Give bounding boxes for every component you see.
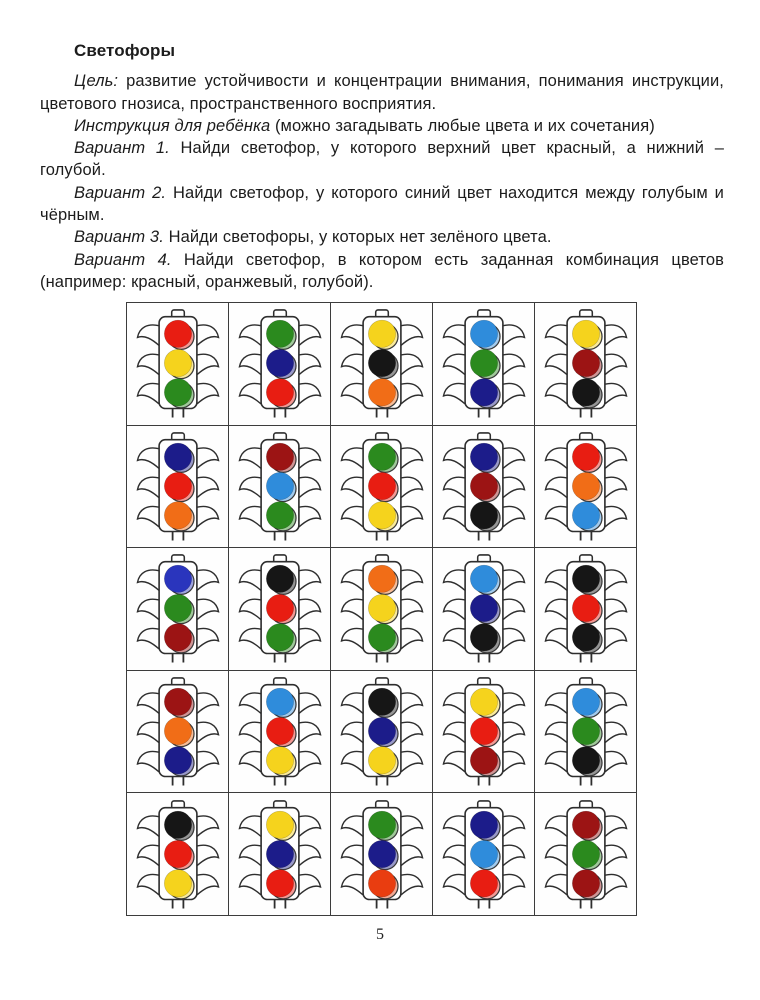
right-wing bbox=[502, 874, 524, 895]
left-wing bbox=[137, 570, 159, 591]
light-circle-bottom bbox=[368, 379, 395, 406]
page-title: Светофоры bbox=[74, 41, 176, 60]
right-wing bbox=[196, 354, 218, 375]
left-wing bbox=[341, 570, 363, 591]
left-wing bbox=[341, 874, 363, 895]
variant-2-label: Вариант 2. bbox=[74, 183, 167, 202]
right-wing bbox=[298, 354, 320, 375]
right-wing bbox=[400, 506, 422, 527]
left-wing bbox=[137, 384, 159, 405]
light-circle-bottom bbox=[368, 502, 395, 529]
left-wing bbox=[443, 629, 465, 650]
left-wing bbox=[341, 816, 363, 837]
left-wing bbox=[443, 752, 465, 773]
light-circle-top bbox=[368, 320, 395, 347]
right-wing bbox=[298, 752, 320, 773]
left-wing bbox=[239, 693, 261, 714]
left-wing bbox=[341, 325, 363, 346]
left-wing bbox=[239, 845, 261, 866]
right-wing bbox=[298, 448, 320, 469]
light-circle-middle bbox=[164, 595, 191, 622]
left-wing bbox=[443, 722, 465, 743]
right-wing bbox=[298, 325, 320, 346]
light-circle-top bbox=[266, 443, 293, 470]
left-wing bbox=[443, 600, 465, 621]
left-wing bbox=[443, 816, 465, 837]
variant-2-text: Найди светофор, у которого синий цвет находится между голубым и чёрным. bbox=[40, 183, 724, 225]
right-wing bbox=[604, 354, 626, 375]
left-wing bbox=[545, 816, 567, 837]
right-wing bbox=[502, 600, 524, 621]
right-wing bbox=[196, 384, 218, 405]
light-circle-middle bbox=[266, 350, 293, 377]
left-wing bbox=[545, 752, 567, 773]
light-circle-top bbox=[470, 320, 497, 347]
traffic-light bbox=[439, 675, 529, 788]
right-wing bbox=[604, 816, 626, 837]
left-wing bbox=[341, 693, 363, 714]
right-wing bbox=[196, 816, 218, 837]
left-wing bbox=[545, 325, 567, 346]
light-circle-top bbox=[164, 811, 191, 838]
light-circle-top bbox=[368, 443, 395, 470]
light-circle-top bbox=[368, 811, 395, 838]
right-wing bbox=[400, 354, 422, 375]
traffic-light bbox=[541, 798, 631, 911]
left-wing bbox=[443, 874, 465, 895]
light-circle-middle bbox=[368, 717, 395, 744]
traffic-light bbox=[541, 675, 631, 788]
variant-2-paragraph bbox=[40, 182, 724, 227]
traffic-light-cell bbox=[127, 303, 229, 426]
light-circle-middle bbox=[266, 595, 293, 622]
light-circle-middle bbox=[470, 350, 497, 377]
left-wing bbox=[137, 354, 159, 375]
traffic-light bbox=[133, 798, 223, 911]
right-wing bbox=[298, 845, 320, 866]
left-wing bbox=[545, 600, 567, 621]
left-wing bbox=[137, 506, 159, 527]
traffic-light-cell bbox=[331, 426, 433, 549]
traffic-light bbox=[541, 552, 631, 665]
right-wing bbox=[298, 816, 320, 837]
right-wing bbox=[400, 325, 422, 346]
variant-3-label: Вариант 3. bbox=[74, 228, 164, 247]
light-circle-top bbox=[164, 443, 191, 470]
traffic-light bbox=[133, 675, 223, 788]
right-wing bbox=[400, 816, 422, 837]
left-wing bbox=[239, 354, 261, 375]
light-circle-middle bbox=[470, 595, 497, 622]
light-circle-top bbox=[572, 566, 599, 593]
traffic-light-cell bbox=[433, 671, 535, 794]
right-wing bbox=[400, 752, 422, 773]
left-wing bbox=[137, 448, 159, 469]
light-circle-top bbox=[266, 811, 293, 838]
goal-paragraph bbox=[40, 70, 724, 115]
traffic-light bbox=[439, 430, 529, 543]
left-wing bbox=[443, 448, 465, 469]
light-circle-bottom bbox=[164, 502, 191, 529]
right-wing bbox=[196, 477, 218, 498]
light-circle-top bbox=[572, 320, 599, 347]
light-circle-bottom bbox=[164, 379, 191, 406]
right-wing bbox=[502, 477, 524, 498]
light-circle-bottom bbox=[572, 747, 599, 774]
right-wing bbox=[298, 722, 320, 743]
right-wing bbox=[604, 384, 626, 405]
light-circle-middle bbox=[164, 717, 191, 744]
traffic-light bbox=[235, 430, 325, 543]
left-wing bbox=[341, 629, 363, 650]
light-circle-middle bbox=[368, 472, 395, 499]
left-wing bbox=[545, 448, 567, 469]
left-wing bbox=[545, 722, 567, 743]
light-circle-middle bbox=[470, 717, 497, 744]
left-wing bbox=[443, 506, 465, 527]
right-wing bbox=[298, 600, 320, 621]
light-circle-bottom bbox=[572, 502, 599, 529]
right-wing bbox=[604, 600, 626, 621]
traffic-light bbox=[337, 430, 427, 543]
left-wing bbox=[545, 354, 567, 375]
right-wing bbox=[502, 570, 524, 591]
light-circle-top bbox=[266, 320, 293, 347]
light-circle-middle bbox=[164, 472, 191, 499]
traffic-light bbox=[439, 307, 529, 420]
right-wing bbox=[298, 629, 320, 650]
right-wing bbox=[604, 570, 626, 591]
right-wing bbox=[298, 384, 320, 405]
variant-1-paragraph bbox=[40, 137, 724, 182]
right-wing bbox=[502, 845, 524, 866]
left-wing bbox=[137, 722, 159, 743]
page-number: 5 bbox=[376, 926, 384, 943]
right-wing bbox=[400, 629, 422, 650]
right-wing bbox=[604, 477, 626, 498]
traffic-light-cell bbox=[331, 671, 433, 794]
variant-4-text: Найди светофор, в котором есть заданная комбинация цветов (например: красный, оранжевый, голубой). bbox=[40, 250, 725, 291]
left-wing bbox=[341, 354, 363, 375]
traffic-light-cell bbox=[433, 548, 535, 671]
right-wing bbox=[400, 722, 422, 743]
traffic-light bbox=[541, 430, 631, 543]
light-circle-middle bbox=[368, 350, 395, 377]
right-wing bbox=[196, 752, 218, 773]
light-circle-top bbox=[470, 688, 497, 715]
light-circle-top bbox=[164, 688, 191, 715]
right-wing bbox=[502, 325, 524, 346]
traffic-light bbox=[133, 552, 223, 665]
right-wing bbox=[298, 506, 320, 527]
light-circle-bottom bbox=[572, 379, 599, 406]
traffic-light bbox=[235, 307, 325, 420]
right-wing bbox=[400, 477, 422, 498]
right-wing bbox=[502, 752, 524, 773]
left-wing bbox=[545, 874, 567, 895]
right-wing bbox=[196, 570, 218, 591]
light-circle-bottom bbox=[266, 379, 293, 406]
right-wing bbox=[502, 354, 524, 375]
right-wing bbox=[604, 506, 626, 527]
traffic-light-cell bbox=[535, 671, 637, 794]
right-wing bbox=[196, 506, 218, 527]
left-wing bbox=[239, 629, 261, 650]
light-circle-middle bbox=[470, 472, 497, 499]
left-wing bbox=[443, 845, 465, 866]
light-circle-middle bbox=[266, 840, 293, 867]
light-circle-bottom bbox=[368, 747, 395, 774]
light-circle-bottom bbox=[368, 624, 395, 651]
traffic-light-cell bbox=[331, 303, 433, 426]
instruction-label: Инструкция для ребёнка bbox=[74, 116, 271, 135]
light-circle-middle bbox=[266, 472, 293, 499]
variant-3-paragraph bbox=[40, 226, 724, 248]
light-circle-bottom bbox=[572, 869, 599, 896]
right-wing bbox=[502, 722, 524, 743]
left-wing bbox=[545, 845, 567, 866]
right-wing bbox=[604, 752, 626, 773]
left-wing bbox=[239, 477, 261, 498]
light-circle-top bbox=[572, 811, 599, 838]
left-wing bbox=[239, 384, 261, 405]
traffic-light bbox=[541, 307, 631, 420]
right-wing bbox=[400, 600, 422, 621]
traffic-light-cell bbox=[127, 548, 229, 671]
light-circle-bottom bbox=[470, 869, 497, 896]
light-circle-bottom bbox=[266, 502, 293, 529]
right-wing bbox=[502, 384, 524, 405]
traffic-light-cell bbox=[331, 548, 433, 671]
left-wing bbox=[239, 506, 261, 527]
traffic-light-cell bbox=[229, 426, 331, 549]
right-wing bbox=[298, 570, 320, 591]
traffic-light-cell bbox=[127, 671, 229, 794]
left-wing bbox=[239, 570, 261, 591]
left-wing bbox=[341, 384, 363, 405]
traffic-light-grid bbox=[126, 302, 637, 916]
right-wing bbox=[604, 325, 626, 346]
left-wing bbox=[137, 845, 159, 866]
right-wing bbox=[604, 874, 626, 895]
right-wing bbox=[604, 448, 626, 469]
right-wing bbox=[400, 448, 422, 469]
right-wing bbox=[400, 845, 422, 866]
instructions-block bbox=[40, 40, 724, 293]
light-circle-bottom bbox=[266, 869, 293, 896]
light-circle-top bbox=[266, 566, 293, 593]
traffic-light-cell bbox=[127, 426, 229, 549]
left-wing bbox=[239, 816, 261, 837]
traffic-light-cell bbox=[433, 793, 535, 916]
left-wing bbox=[137, 752, 159, 773]
left-wing bbox=[137, 325, 159, 346]
right-wing bbox=[196, 693, 218, 714]
light-circle-middle bbox=[572, 717, 599, 744]
left-wing bbox=[239, 600, 261, 621]
light-circle-bottom bbox=[470, 624, 497, 651]
left-wing bbox=[137, 816, 159, 837]
traffic-light bbox=[439, 798, 529, 911]
light-circle-middle bbox=[572, 840, 599, 867]
left-wing bbox=[545, 629, 567, 650]
left-wing bbox=[137, 629, 159, 650]
traffic-light bbox=[337, 307, 427, 420]
left-wing bbox=[341, 506, 363, 527]
goal-label: Цель: bbox=[74, 72, 119, 91]
left-wing bbox=[137, 693, 159, 714]
right-wing bbox=[196, 874, 218, 895]
right-wing bbox=[400, 570, 422, 591]
traffic-light bbox=[337, 675, 427, 788]
left-wing bbox=[137, 477, 159, 498]
traffic-light-cell bbox=[331, 793, 433, 916]
light-circle-top bbox=[164, 566, 191, 593]
light-circle-top bbox=[470, 443, 497, 470]
right-wing bbox=[196, 629, 218, 650]
traffic-light bbox=[337, 798, 427, 911]
traffic-light bbox=[235, 552, 325, 665]
goal-text: развитие устойчивости и концентрации внимания, понимания инструкции, цветового гнозиса, пространственного восприятия. bbox=[40, 72, 724, 113]
left-wing bbox=[545, 693, 567, 714]
light-circle-middle bbox=[266, 717, 293, 744]
right-wing bbox=[196, 845, 218, 866]
light-circle-middle bbox=[572, 350, 599, 377]
left-wing bbox=[341, 600, 363, 621]
right-wing bbox=[196, 325, 218, 346]
light-circle-middle bbox=[164, 350, 191, 377]
left-wing bbox=[239, 874, 261, 895]
light-circle-top bbox=[572, 688, 599, 715]
right-wing bbox=[196, 448, 218, 469]
traffic-light-cell bbox=[433, 303, 535, 426]
left-wing bbox=[239, 722, 261, 743]
light-circle-middle bbox=[572, 595, 599, 622]
left-wing bbox=[443, 384, 465, 405]
instruction-text: (можно загадывать любые цвета и их сочетания) bbox=[270, 116, 655, 135]
traffic-light-cell bbox=[229, 671, 331, 794]
traffic-light bbox=[133, 307, 223, 420]
light-circle-top bbox=[470, 811, 497, 838]
left-wing bbox=[137, 874, 159, 895]
light-circle-top bbox=[368, 688, 395, 715]
right-wing bbox=[604, 629, 626, 650]
left-wing bbox=[137, 600, 159, 621]
traffic-light-cell bbox=[433, 426, 535, 549]
right-wing bbox=[604, 693, 626, 714]
traffic-light bbox=[337, 552, 427, 665]
right-wing bbox=[298, 693, 320, 714]
right-wing bbox=[502, 506, 524, 527]
light-circle-top bbox=[266, 688, 293, 715]
light-circle-bottom bbox=[164, 624, 191, 651]
left-wing bbox=[545, 506, 567, 527]
light-circle-top bbox=[164, 320, 191, 347]
light-circle-bottom bbox=[266, 747, 293, 774]
left-wing bbox=[443, 325, 465, 346]
left-wing bbox=[341, 477, 363, 498]
light-circle-bottom bbox=[470, 502, 497, 529]
variant-4-paragraph bbox=[40, 249, 724, 294]
left-wing bbox=[545, 477, 567, 498]
traffic-light bbox=[133, 430, 223, 543]
left-wing bbox=[545, 384, 567, 405]
light-circle-middle bbox=[368, 840, 395, 867]
traffic-light-cell bbox=[229, 793, 331, 916]
traffic-light bbox=[235, 675, 325, 788]
light-circle-bottom bbox=[368, 869, 395, 896]
right-wing bbox=[502, 816, 524, 837]
light-circle-bottom bbox=[164, 869, 191, 896]
right-wing bbox=[298, 874, 320, 895]
traffic-light-cell bbox=[535, 303, 637, 426]
right-wing bbox=[400, 874, 422, 895]
light-circle-top bbox=[572, 443, 599, 470]
instruction-paragraph bbox=[40, 115, 724, 137]
light-circle-middle bbox=[368, 595, 395, 622]
variant-1-text: Найди светофор, у которого верхний цвет красный, а нижний – голубой. bbox=[40, 139, 724, 180]
light-circle-middle bbox=[164, 840, 191, 867]
right-wing bbox=[298, 477, 320, 498]
right-wing bbox=[604, 722, 626, 743]
traffic-light-cell bbox=[535, 426, 637, 549]
light-circle-bottom bbox=[572, 624, 599, 651]
traffic-light-cell bbox=[229, 303, 331, 426]
left-wing bbox=[239, 325, 261, 346]
right-wing bbox=[502, 448, 524, 469]
light-circle-bottom bbox=[470, 747, 497, 774]
variant-4-label: Вариант 4. bbox=[74, 250, 172, 269]
right-wing bbox=[604, 845, 626, 866]
variant-3-text: Найди светофоры, у которых нет зелёного цвета. bbox=[163, 228, 552, 247]
right-wing bbox=[400, 693, 422, 714]
right-wing bbox=[502, 693, 524, 714]
light-circle-top bbox=[368, 566, 395, 593]
traffic-light-cell bbox=[229, 548, 331, 671]
left-wing bbox=[443, 693, 465, 714]
right-wing bbox=[196, 722, 218, 743]
left-wing bbox=[443, 477, 465, 498]
light-circle-middle bbox=[572, 472, 599, 499]
traffic-light bbox=[235, 798, 325, 911]
traffic-light bbox=[439, 552, 529, 665]
traffic-light-cell bbox=[535, 548, 637, 671]
left-wing bbox=[443, 570, 465, 591]
left-wing bbox=[239, 752, 261, 773]
left-wing bbox=[545, 570, 567, 591]
light-circle-top bbox=[470, 566, 497, 593]
left-wing bbox=[341, 845, 363, 866]
left-wing bbox=[341, 722, 363, 743]
light-circle-middle bbox=[470, 840, 497, 867]
traffic-light-cell bbox=[535, 793, 637, 916]
variant-1-label: Вариант 1. bbox=[74, 139, 170, 158]
left-wing bbox=[341, 752, 363, 773]
right-wing bbox=[502, 629, 524, 650]
light-circle-bottom bbox=[470, 379, 497, 406]
left-wing bbox=[341, 448, 363, 469]
light-circle-bottom bbox=[266, 624, 293, 651]
light-circle-bottom bbox=[164, 747, 191, 774]
right-wing bbox=[196, 600, 218, 621]
right-wing bbox=[400, 384, 422, 405]
traffic-light-cell bbox=[127, 793, 229, 916]
left-wing bbox=[443, 354, 465, 375]
left-wing bbox=[239, 448, 261, 469]
